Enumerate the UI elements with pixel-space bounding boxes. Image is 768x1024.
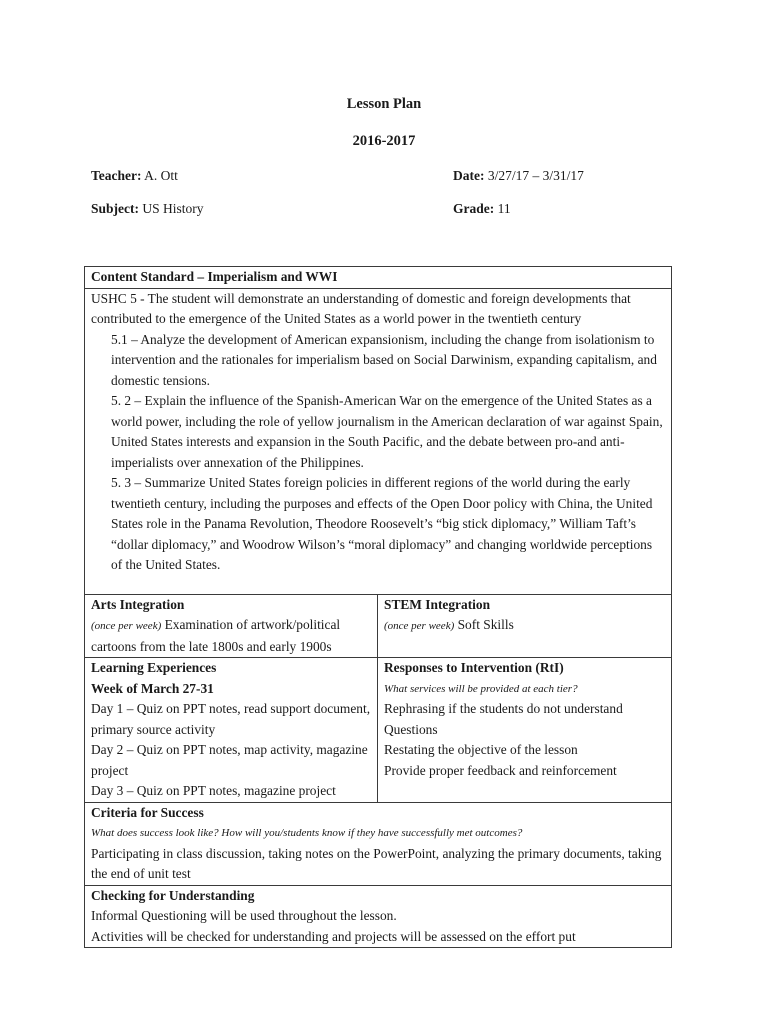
learning-experiences-cell bbox=[85, 658, 378, 803]
checking-line-1: Informal Questioning will be used throughout the lesson. bbox=[91, 908, 397, 923]
lesson-plan-table bbox=[84, 266, 672, 948]
rti-item-3: Provide proper feedback and reinforcement bbox=[384, 762, 617, 778]
arts-frequency-note: (once per week) bbox=[91, 620, 162, 632]
rti-cell bbox=[378, 658, 672, 803]
standard-item-5-2: 5. 2 – Explain the influence of the Spanish-American War on the emergence of the United States as a world power, including the role of yellow journalism in the American declaration of war against Spain, United States interests and expansion in the South Pacific, and the debate between pro-and anti-imperialists over annexation of the Philippines. bbox=[111, 393, 663, 470]
school-year: 2016-2017 bbox=[352, 133, 416, 149]
learning-day-3: Day 3 – Quiz on PPT notes, magazine project bbox=[91, 783, 336, 798]
rti-item-1: Rephrasing if the students do not understand Questions bbox=[384, 701, 623, 737]
learning-day-2: Day 2 – Quiz on PPT notes, map activity, magazine project bbox=[91, 742, 368, 778]
rti-prompt: What services will be provided at each tier? bbox=[384, 682, 578, 695]
stem-integration-cell bbox=[378, 594, 672, 658]
date-value: 3/27/17 – 3/31/17 bbox=[487, 168, 584, 183]
arts-text: Examination of artwork/political cartoons from the late 1800s and early 1900s bbox=[91, 617, 341, 654]
content-standard-heading: Content Standard – Imperialism and WWI bbox=[91, 269, 338, 284]
arts-integration-cell bbox=[85, 594, 378, 658]
criteria-heading: Criteria for Success bbox=[91, 804, 204, 820]
subject-label: Subject: bbox=[91, 201, 139, 216]
stem-frequency-note: (once per week) bbox=[384, 620, 455, 632]
content-standard-body bbox=[85, 288, 672, 594]
teacher-field bbox=[91, 168, 178, 184]
content-standard-heading-cell bbox=[85, 267, 672, 289]
subject-value: US History bbox=[142, 201, 204, 216]
grade-field bbox=[453, 201, 511, 217]
standard-item-5-1: 5.1 – Analyze the development of American expansionism, including the change from isolationism to intervention and the rationales for imperialism based on Social Darwinism, expanding capitalism, and domestic tensions. bbox=[111, 331, 657, 388]
grade-value: 11 bbox=[497, 201, 511, 216]
document-title: Lesson Plan bbox=[346, 96, 422, 112]
date-field bbox=[453, 168, 584, 184]
subject-field bbox=[91, 201, 204, 217]
checking-heading: Checking for Understanding bbox=[91, 887, 255, 903]
learning-day-1: Day 1 – Quiz on PPT notes, read support document, primary source activity bbox=[91, 701, 371, 737]
teacher-label: Teacher: bbox=[91, 168, 142, 183]
grade-label: Grade: bbox=[453, 201, 495, 216]
stem-heading: STEM Integration bbox=[384, 596, 491, 612]
criteria-prompt: What does success look like? How will you/students know if they have successfully met outcomes? bbox=[91, 827, 523, 839]
rti-heading: Responses to Intervention (RtI) bbox=[384, 660, 564, 675]
date-label: Date: bbox=[453, 168, 485, 183]
standard-intro: USHC 5 - The student will demonstrate an understanding of domestic and foreign developments that contributed to the emergence of the United States as a world power in the twentieth century bbox=[91, 290, 631, 326]
criteria-for-success-cell bbox=[85, 802, 672, 885]
criteria-text: Participating in class discussion, taking notes on the PowerPoint, analyzing the primary documents, taking the end of unit test bbox=[91, 845, 662, 881]
rti-item-2: Restating the objective of the lesson bbox=[384, 742, 578, 757]
learning-heading: Learning Experiences bbox=[91, 660, 217, 675]
learning-week: Week of March 27-31 bbox=[91, 680, 214, 696]
checking-understanding-cell bbox=[85, 885, 672, 948]
checking-line-2: Activities will be checked for understanding and projects will be assessed on the effort put bbox=[91, 928, 576, 944]
stem-text: Soft Skills bbox=[457, 617, 514, 632]
teacher-value: A. Ott bbox=[144, 168, 178, 183]
arts-heading: Arts Integration bbox=[91, 596, 185, 612]
standard-item-5-3: 5. 3 – Summarize United States foreign policies in different regions of the world during the early twentieth century, including the purposes and effects of the Open Door policy with China, the United States role in the Panama Revolution, Theodore Roosevelt’s “big stick diplomacy,” William Taft’s “dollar diplomacy,” and Woodrow Wilson’s “moral diplomacy” and changing worldwide perceptions of the United States. bbox=[111, 475, 653, 572]
